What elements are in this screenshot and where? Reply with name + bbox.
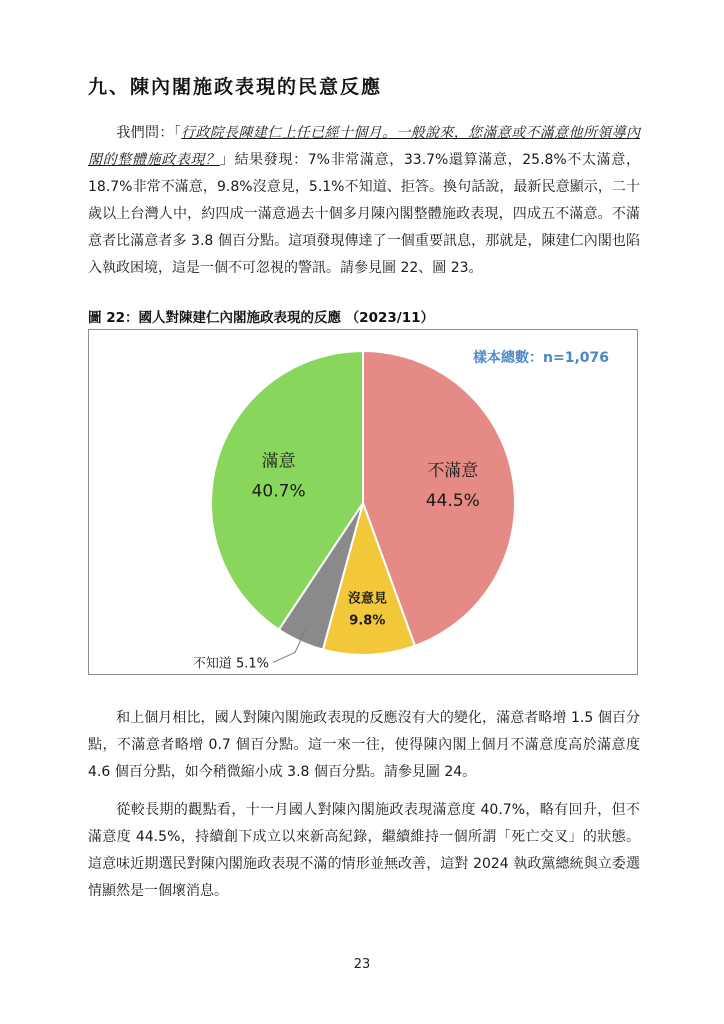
paragraph-2: [88, 705, 640, 786]
slice-label-4: 滿意: [261, 451, 296, 472]
para1-rest: 」結果發現：7%非常滿意，33.7%還算滿意，25.8%不太滿意，18.7%非常不滿意，9.8%沒意見，5.1%不知道、拒答。換句話說，最新民意顯示，二十歲以上台灣人中，約四成一滿意過去十個多月陳內閣整體施政表現，四成五不滿意。不滿意者比滿意者多 3.8 個百分點。這項發現傳達了一個重要訊息，那就是，陳建仁內閣也陷入執政困境，這是一個不可忽視的警訊。請參見圖 22、圖 23。: [88, 152, 640, 276]
figure-caption: 圖 22：國人對陳建仁內閣施政表現的反應 （2023/11）: [88, 310, 434, 326]
sample-size-note: 樣本總數：n=1,076: [473, 350, 609, 366]
para2-text: 和上個月相比，國人對陳內閣施政表現的反應沒有大的變化，滿意者略增 1.5 個百分點，不滿意者略增 0.7 個百分點。這一來一往，使得陳內閣上個月不滿意度高於滿意度 4.6 個百分點，如今稍微縮小成 3.8 個百分點。請參見圖 24。: [88, 710, 640, 780]
section-heading: 九、陳內閣施政表現的民意反應: [88, 76, 383, 98]
para1-lead: 我們問：「: [116, 125, 182, 141]
para3-text: 從較長期的觀點看，十一月國人對陳內閣施政表現滿意度 40.7%，略有回升，但不滿意度 44.5%，持續創下成立以來新高紀錄，繼續維持一個所謂「死亡交叉」的狀態。這意味近期選民對陳內閣施政表現不滿的情形並無改善，這對 2024 執政黨總統與立委選情顯然是一個壞消息。: [88, 802, 640, 899]
survey-question: 行政院長陳建仁上任已經十個月。一般說來，您滿意或不滿意他所領導內閣的整體施政表現？: [88, 125, 640, 168]
paragraph-1: [88, 120, 640, 282]
slice-value-2: 9.8%: [349, 613, 386, 629]
slice-label-2: 沒意見: [347, 591, 387, 607]
paragraph-3: [88, 797, 640, 905]
slice-value-4: 40.7%: [251, 481, 306, 502]
slice-label-1: 不滿意: [427, 461, 479, 482]
page-number: 23: [353, 957, 371, 972]
pie-chart-frame: [88, 329, 638, 675]
slice-callout-label-3: 不知道 5.1%: [192, 656, 270, 672]
slice-value-1: 44.5%: [425, 491, 480, 512]
pie-chart: [89, 330, 637, 674]
